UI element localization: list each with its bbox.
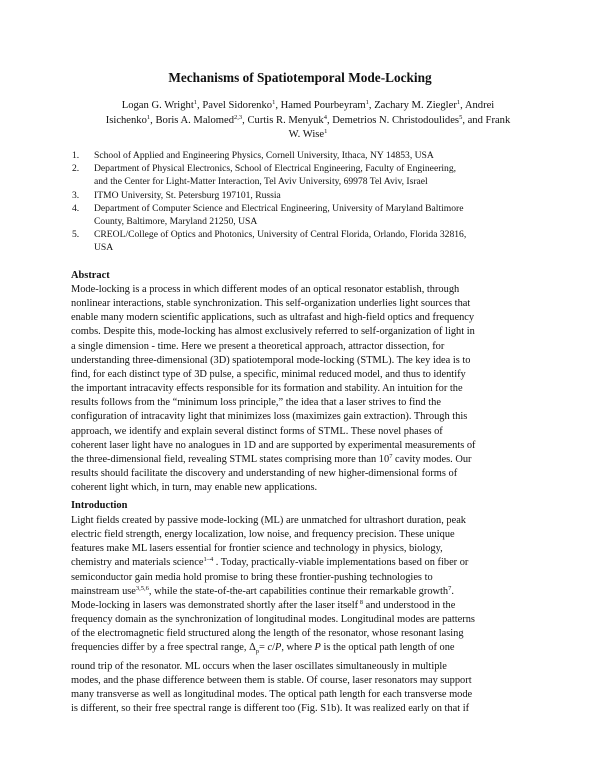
text-line: Mode-locking is a process in which different modes of an optical resonator establish, through (71, 284, 460, 295)
text-line: the three-dimensional field, revealing STML states comprising more than $10^7$ cavity modes. Our (71, 452, 472, 465)
text-line: configuration of intracavity light that minimizes loss (maximizes gain extraction). Through this (71, 411, 468, 423)
affiliation-number: 5. (72, 229, 80, 241)
abstract-heading: Abstract (71, 270, 110, 281)
text-line: Mode-locking in lasers was demonstrated shortly after the laser itself $^8$ and understood in the (71, 598, 456, 611)
text-line: chemistry and materials science$^{1-4}$ . Today, practically-viable implementations based on fiber or (71, 556, 469, 569)
affiliation-item (72, 189, 537, 202)
text-line: many transverse as well as longitudinal modes. The optical path length for each transverse mode (71, 688, 473, 700)
affiliation-line: Department of Physical Electronics, School of Electrical Engineering, Faculty of Engineering, (94, 163, 457, 175)
affiliation-number: 2. (72, 163, 80, 175)
affiliation-line: Department of Computer Science and Electrical Engineering, University of Maryland Baltimore (94, 202, 464, 214)
text-line: combs. Despite this, mode-locking has almost exclusively referred to self-organization of light in (71, 326, 475, 338)
text-line: features make ML lasers essential for frontier science and technology in physics, biology, (71, 543, 443, 555)
text-line: approach, we identify and explain several distinct forms of STML. These novel phases of (71, 425, 443, 437)
author-line: Logan G. Wright$^1$, Pavel Sidorenko$^1$, Hamed Pourbeyram$^1$, Zachary M. Ziegler$^1$, Andrei (121, 99, 495, 111)
text-line: coherent light which, in turn, may enable new applications. (71, 482, 318, 494)
affiliation-line: School of Applied and Engineering Physics, Cornell University, Ithaca, NY 14853, USA (94, 150, 434, 161)
text-line: understanding three-dimensional (3D) spatiotemporal mode-locking (STML). The key idea is to (71, 354, 471, 366)
text-line: frequencies differ by a free spectral range, $\Delta_p= c/P$, where P is the optical path length of one (71, 642, 455, 656)
abstract-body (71, 283, 531, 495)
affiliation-item (72, 149, 537, 162)
text-line: nonlinear interactions, stable synchronization. This self-organization underlies light sources that (71, 298, 471, 310)
text-line: is different, so their free spectral range is different too (Fig. S1b). It was realized early on that if (71, 703, 470, 715)
affiliation-line: CREOL/College of Optics and Photonics, University of Central Florida, Orlando, Florida 32816, (94, 229, 467, 241)
affiliation-line: and the Center for Light-Matter Interaction, Tel Aviv University, 69978 Tel Aviv, Israel (94, 176, 428, 188)
text-line: of the electromagnetic field structured along the length of the resonator, whose resonant lasing (71, 628, 464, 640)
text-line: electric field strength, energy localization, low noise, and frequency precision. These unique (71, 529, 455, 541)
text-line: modes, and the phase difference between them is stable. Of course, laser resonators may support (71, 674, 472, 686)
text-line: semiconductor gain media hold promise to bring these frontier-pushing technologies to (71, 571, 433, 583)
affiliation-item (72, 162, 537, 188)
author-line: Isichenko$^1$, Boris A. Malomed$^{2,3}$, Curtis R. Menyuk$^4$, Demetrios N. Christodoulides$^5$, and Frank (105, 113, 511, 126)
affiliation-line: USA (94, 242, 114, 254)
affiliation-item (72, 228, 537, 254)
affiliation-line: ITMO University, St. Petersburg 197101, Russia (94, 189, 281, 201)
introduction-body (71, 514, 531, 716)
text-line: a single dimension - time. Here we present a theoretical approach, attractor dissection, for (71, 340, 445, 352)
affiliation-number: 3. (72, 189, 80, 201)
text-line: results should facilitate the discovery and understanding of new higher-dimensional forms of (71, 468, 458, 480)
author-line: W. Wise$^1$ (288, 128, 328, 141)
author-list (98, 99, 518, 143)
text-line: mainstream use$^{3,5,6}$, while the state-of-the-art capabilities continue their remarkable growth$^7$. (71, 584, 454, 597)
affiliation-number: 4. (72, 202, 80, 214)
text-line: find, for each distinct type of 3D pulse, a specific, minimal reduced model, and thus to identify (71, 368, 466, 380)
introduction-heading: Introduction (71, 500, 128, 511)
paper-title: Mechanisms of Spatiotemporal Mode-Locking (168, 70, 432, 85)
text-line: frequency domain as the synchronization of longitudinal modes. Longitudinal modes are patterns (71, 614, 475, 626)
affiliation-line: County, Baltimore, Maryland 21250, USA (94, 216, 258, 228)
text-line: round trip of the resonator. ML occurs when the laser oscillates simultaneously in multiple (71, 660, 447, 672)
text-line: Light fields created by passive mode-locking (ML) are unmatched for ultrashort duration, peak (71, 515, 467, 526)
affiliation-number: 1. (72, 150, 80, 161)
text-line: the important intracavity effects responsible for its formation and stability. An intuition for the (71, 383, 463, 395)
text-line: results follows from the “minimum loss principle,” the idea that a laser strives to find the (71, 397, 441, 409)
text-line: coherent laser light have no analogues in 1D and are supported by experimental measurements of (71, 439, 476, 451)
affiliation-list (72, 149, 537, 255)
text-line: enable many modern scientific applications, such as ultrafast and high-field optics and frequency (71, 312, 475, 324)
affiliation-item (72, 202, 537, 228)
